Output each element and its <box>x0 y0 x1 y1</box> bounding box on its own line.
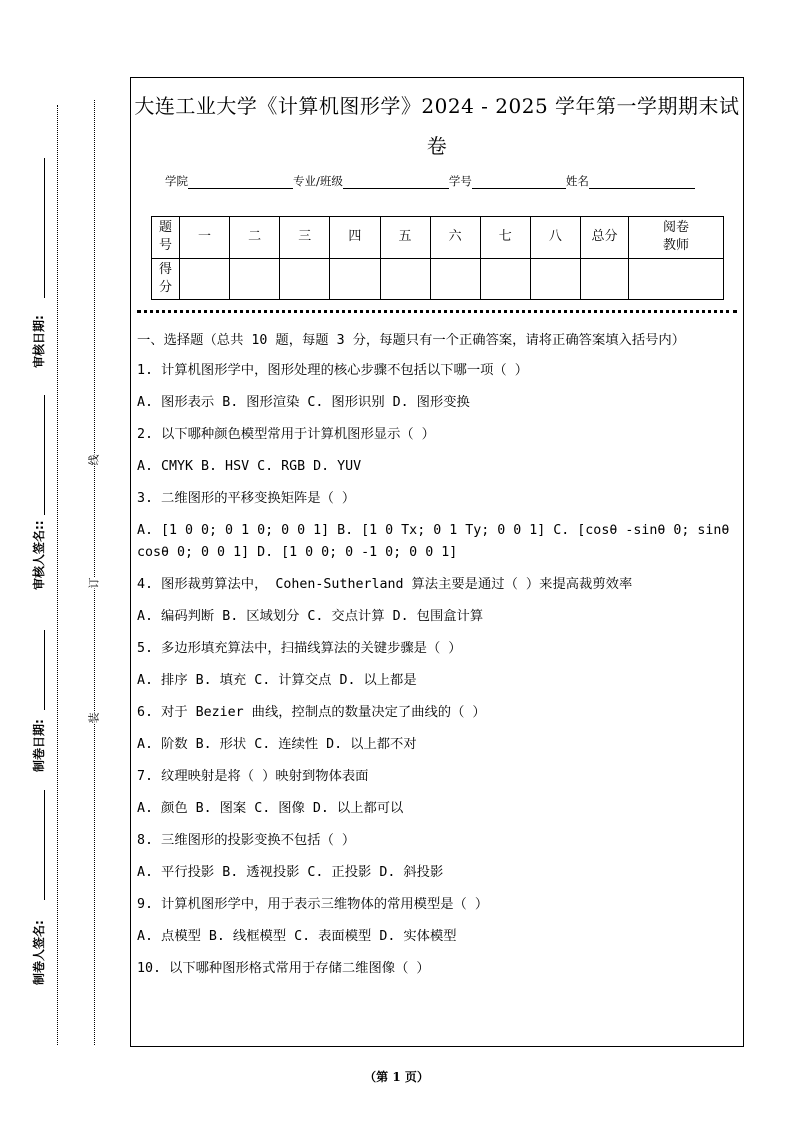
score-table <box>151 216 724 300</box>
exam-title: 大连工业大学《计算机图形学》2024 - 2025 学年第一学期期末试卷 <box>134 94 740 158</box>
question-10: 10. 以下哪种图形格式常用于存储二维图像（ ） <box>137 961 430 976</box>
options-2: A. CMYK B. HSV C. RGB D. YUV <box>137 459 362 474</box>
col-head: 八 <box>530 217 580 259</box>
review-date-blank <box>44 158 45 298</box>
major-label: 专业/班级 <box>293 174 343 188</box>
name-field[interactable] <box>589 176 695 189</box>
score-cell[interactable] <box>330 258 380 300</box>
section-heading: 一、选择题（总共 10 题，每题 3 分，每题只有一个正确答案，请将正确答案填入括号内） <box>137 333 686 348</box>
maker-sign-label: 制卷人签名: <box>32 920 46 985</box>
col-head: 六 <box>430 217 480 259</box>
score-cell[interactable] <box>430 258 480 300</box>
reviewer-sign-label: 审核人签名:: <box>32 520 46 590</box>
options-7: A. 颜色 B. 图案 C. 图像 D. 以上都可以 <box>137 801 404 816</box>
section-divider <box>137 310 737 313</box>
score-cell[interactable] <box>530 258 580 300</box>
score-cell[interactable] <box>230 258 280 300</box>
col-head: 二 <box>230 217 280 259</box>
question-7: 7. 纹理映射是将（ ）映射到物体表面 <box>137 769 369 784</box>
col-head: 七 <box>480 217 530 259</box>
binding-zhuang-char: 装 <box>84 713 104 724</box>
score-cell[interactable] <box>629 258 724 300</box>
question-5: 5. 多边形填充算法中，扫描线算法的关键步骤是（ ） <box>137 641 462 656</box>
college-label: 学院 <box>165 174 188 188</box>
binding-line-inner <box>94 100 95 1045</box>
options-9: A. 点模型 B. 线框模型 C. 表面模型 D. 实体模型 <box>137 929 457 944</box>
options-6: A. 阶数 B. 形状 C. 连续性 D. 以上都不对 <box>137 737 417 752</box>
row-head-question: 题号 <box>152 217 180 259</box>
review-date-label: 审核日期: <box>32 315 46 368</box>
col-head-grader: 阅卷教师 <box>629 217 724 259</box>
col-head: 五 <box>380 217 430 259</box>
col-head-total: 总分 <box>581 217 629 259</box>
options-8: A. 平行投影 B. 透视投影 C. 正投影 D. 斜投影 <box>137 865 444 880</box>
binding-ding-char: 订 <box>84 578 104 589</box>
student-id-field[interactable] <box>472 176 566 189</box>
maker-sign-blank <box>44 790 45 900</box>
major-field[interactable] <box>343 176 449 189</box>
score-cell[interactable] <box>180 258 230 300</box>
binding-line-outer <box>57 105 58 1045</box>
reviewer-sign-blank <box>44 395 45 515</box>
question-section <box>137 330 742 990</box>
name-label: 姓名 <box>565 174 589 188</box>
options-4: A. 编码判断 B. 区域划分 C. 交点计算 D. 包围盒计算 <box>137 609 484 624</box>
score-cell[interactable] <box>280 258 330 300</box>
student-info-row <box>165 173 725 189</box>
options-1: A. 图形表示 B. 图形渲染 C. 图形识别 D. 图形变换 <box>137 395 470 410</box>
binding-line-char: 线 <box>84 455 104 466</box>
score-cell[interactable] <box>581 258 629 300</box>
col-head: 一 <box>180 217 230 259</box>
question-8: 8. 三维图形的投影变换不包括（ ） <box>137 833 356 848</box>
student-id-label: 学号 <box>448 174 472 188</box>
score-cell[interactable] <box>480 258 530 300</box>
question-1: 1. 计算机图形学中，图形处理的核心步骤不包括以下哪一项（ ） <box>137 363 529 378</box>
question-3: 3. 二维图形的平移变换矩阵是（ ） <box>137 491 356 506</box>
make-date-label: 制卷日期: <box>32 719 46 772</box>
score-table-score-row <box>152 258 724 300</box>
question-4: 4. 图形裁剪算法中， Cohen-Sutherland 算法主要是通过（ ）来提高裁剪效率 <box>137 577 633 592</box>
college-field[interactable] <box>188 176 293 189</box>
col-head: 三 <box>280 217 330 259</box>
score-cell[interactable] <box>380 258 430 300</box>
question-9: 9. 计算机图形学中，用于表示三维物体的常用模型是（ ） <box>137 897 489 912</box>
options-3: A. [1 0 0; 0 1 0; 0 0 1] B. [1 0 Tx; 0 1 Ty; 0 0 1] C. [cosθ -sinθ 0; sinθ cosθ 0; 0 0 1] D. [1 0 0; 0 -1 0; 0 0 1] <box>137 523 730 560</box>
score-table-header-row <box>152 217 724 259</box>
options-5: A. 排序 B. 填充 C. 计算交点 D. 以上都是 <box>137 673 417 688</box>
row-head-score: 得分 <box>152 258 180 300</box>
question-2: 2. 以下哪种颜色模型常用于计算机图形显示（ ） <box>137 427 435 442</box>
col-head: 四 <box>330 217 380 259</box>
page-number: （第 1 页） <box>364 1070 429 1084</box>
question-6: 6. 对于 Bezier 曲线，控制点的数量决定了曲线的（ ） <box>137 705 486 720</box>
make-date-blank <box>44 630 45 710</box>
